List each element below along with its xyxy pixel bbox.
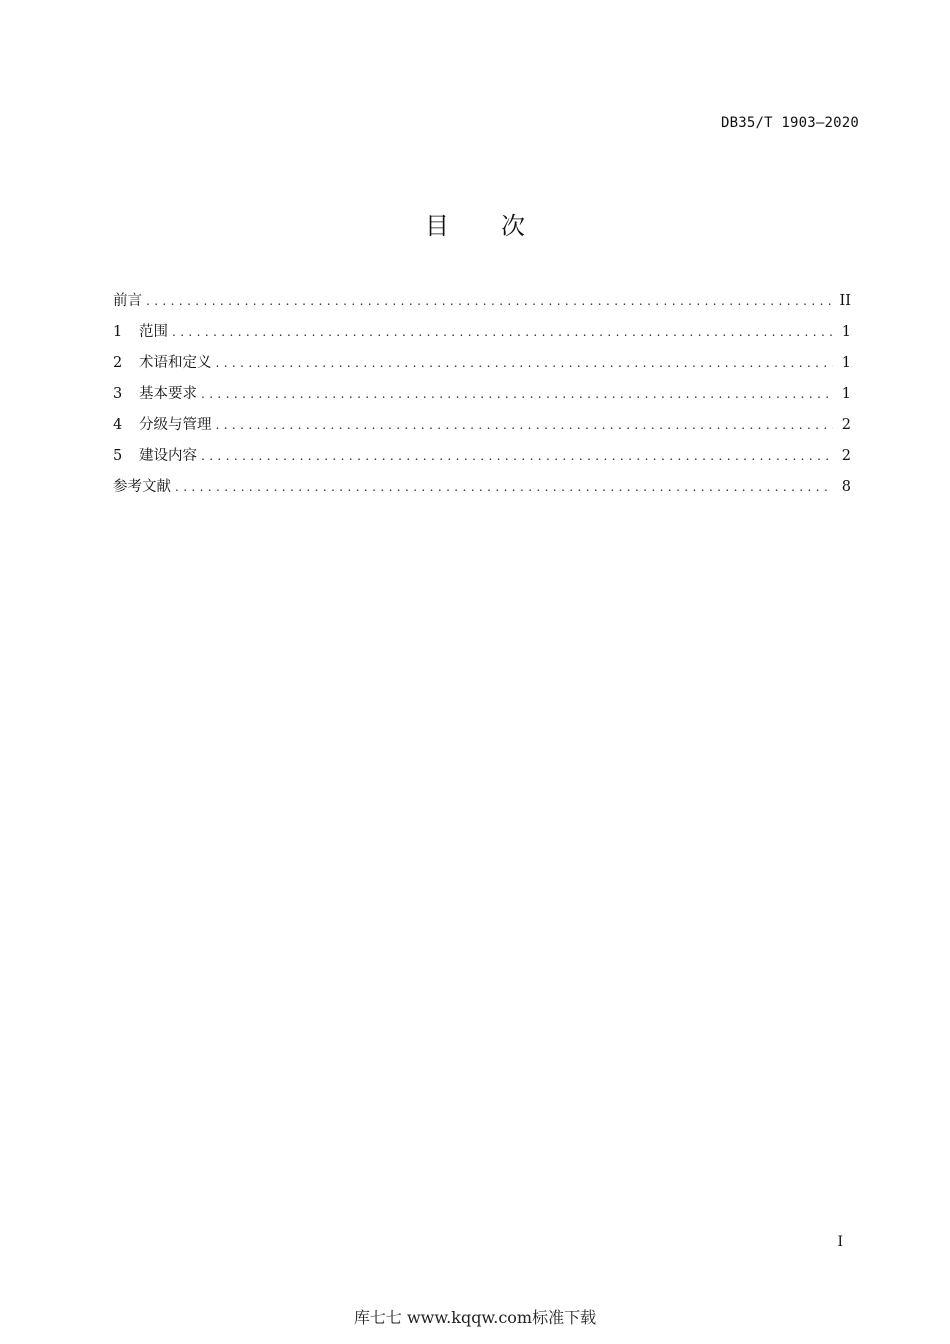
toc-entry-label: 前言 [113,293,142,309]
table-of-contents [113,286,851,503]
toc-entry-page: 2 [841,448,851,464]
toc-entry-number: 1 [113,324,123,340]
toc-entry-foreword[interactable] [113,286,851,317]
toc-entry-basic-requirements[interactable] [113,379,851,410]
toc-leader-dots [216,410,834,441]
page-title: 目次 [425,212,577,240]
toc-entry-label: 建设内容 [139,448,197,464]
toc-entry-references[interactable] [113,472,851,503]
toc-entry-construction-content[interactable] [113,441,851,472]
standard-code: DB35/T 1903—2020 [720,115,859,131]
toc-leader-dots [146,286,832,317]
toc-entry-scope[interactable] [113,317,851,348]
page-number: I [837,1234,843,1250]
toc-leader-dots [175,472,833,503]
toc-entry-number: 3 [113,386,123,402]
toc-entry-label: 范围 [139,324,168,340]
toc-leader-dots [201,379,833,410]
toc-entry-number: 5 [113,448,123,464]
toc-entry-page: 2 [841,417,851,433]
toc-entry-number: 4 [113,417,123,433]
toc-entry-label: 术语和定义 [139,355,212,371]
toc-entry-label: 参考文献 [113,479,171,495]
toc-leader-dots [216,348,834,379]
toc-leader-dots [172,317,833,348]
toc-entry-label: 基本要求 [139,386,197,402]
toc-entry-terms-definitions[interactable] [113,348,851,379]
toc-entry-label: 分级与管理 [139,417,212,433]
toc-entry-page: 1 [841,355,851,371]
toc-entry-grading-management[interactable] [113,410,851,441]
toc-entry-page: 1 [841,324,851,340]
watermark-text: 库七七 www.kqqw.com标准下载 [353,1308,597,1327]
toc-entry-page: 1 [841,386,851,402]
toc-entry-number: 2 [113,355,123,371]
toc-entry-page: 8 [841,479,851,495]
toc-entry-page: II [839,293,851,309]
toc-leader-dots [201,441,833,472]
